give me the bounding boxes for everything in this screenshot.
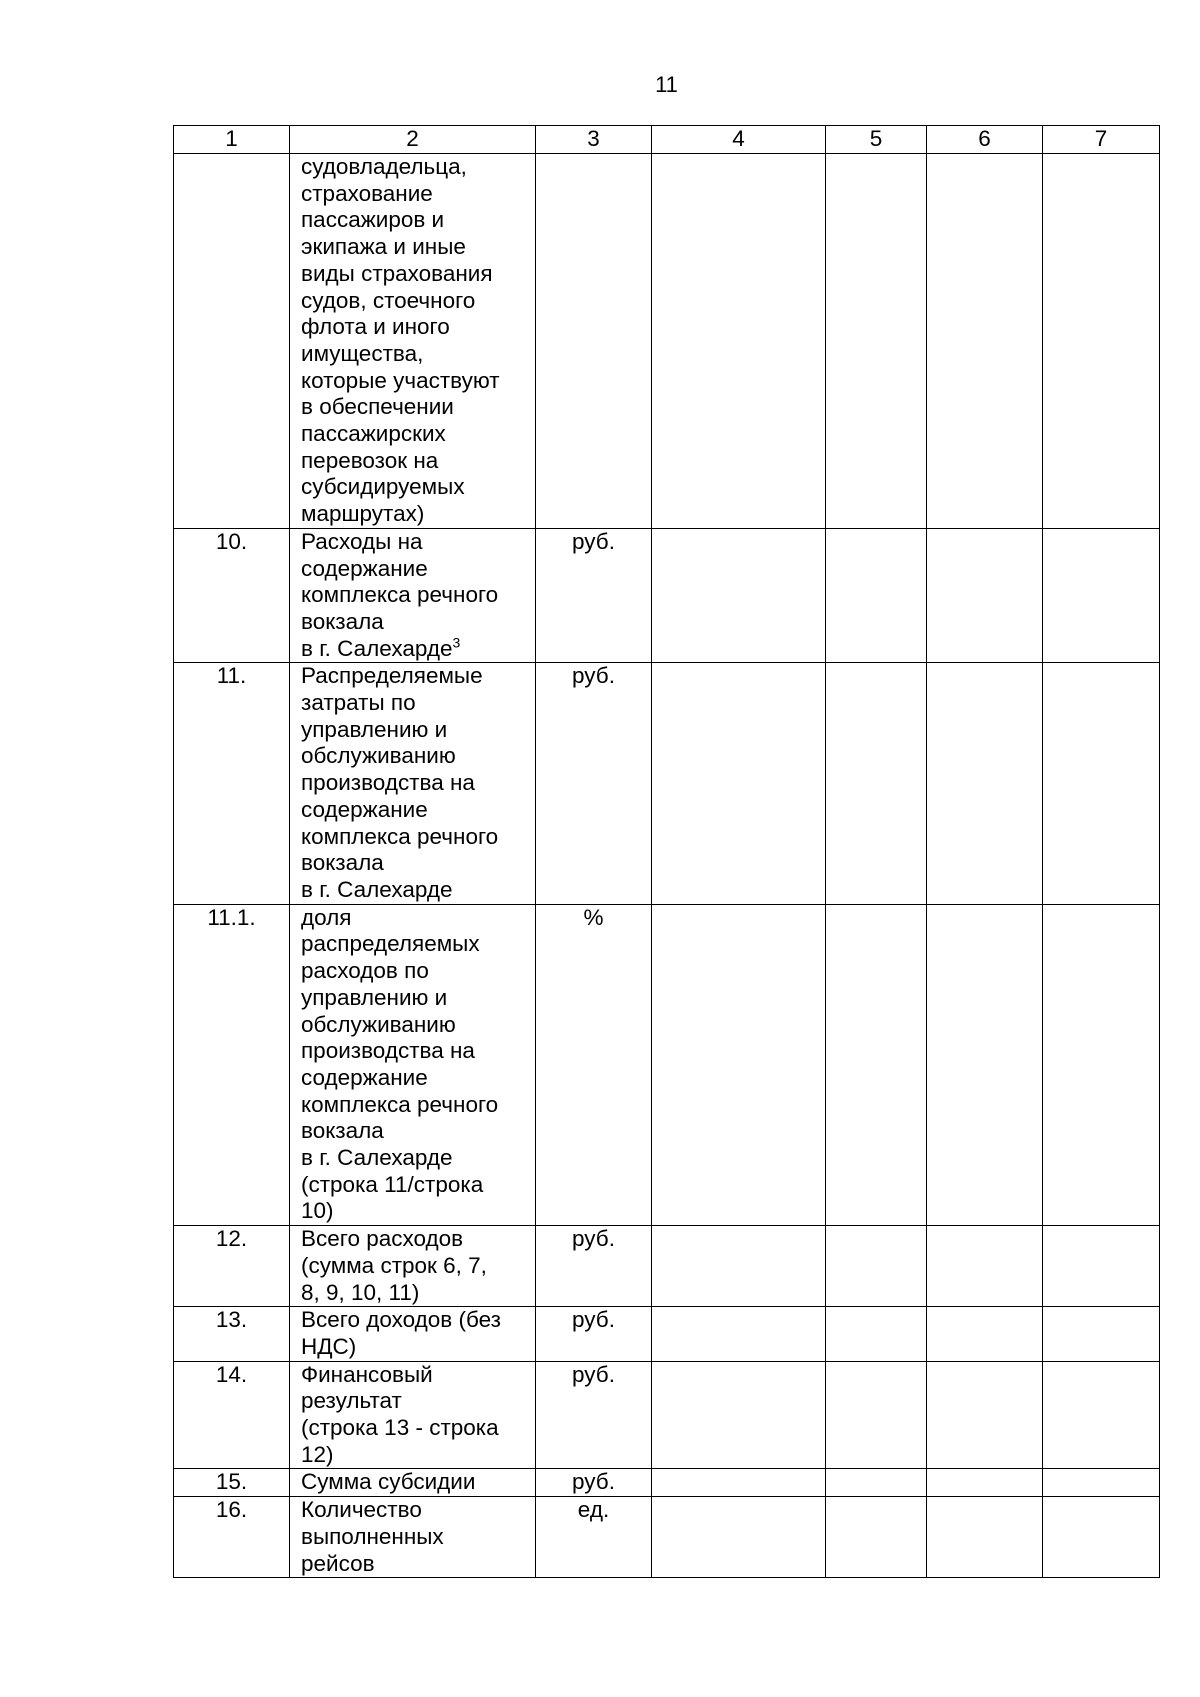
row-name-line <box>301 314 529 341</box>
row-name-text: страхование <box>301 180 433 206</box>
value-cell-col-6 <box>927 528 1043 663</box>
row-name-line <box>301 824 529 851</box>
row-unit-cell: руб. <box>536 1226 652 1307</box>
row-number-cell: 10. <box>174 528 290 663</box>
value-cell-col-5 <box>826 1226 927 1307</box>
row-name-line <box>301 234 529 261</box>
row-name-cell <box>290 1307 536 1361</box>
value-cell-col-7 <box>1043 1226 1160 1307</box>
value-cell-col-7 <box>1043 1361 1160 1469</box>
row-unit-cell: руб. <box>536 1469 652 1497</box>
row-name-line <box>301 1388 529 1415</box>
row-number-cell <box>174 154 290 529</box>
row-name-line <box>301 341 529 368</box>
row-number-cell: 11.1. <box>174 904 290 1225</box>
row-name-line <box>301 582 529 609</box>
value-cell-col-5 <box>826 663 927 904</box>
row-name-text: расходов по <box>301 958 429 984</box>
row-name-text: которые участвуют <box>301 367 500 393</box>
row-name-cell <box>290 1226 536 1307</box>
row-name-text: Всего расходов <box>301 1226 464 1252</box>
table-row <box>174 1307 1160 1361</box>
row-name-line <box>301 448 529 475</box>
row-unit-cell: ед. <box>536 1497 652 1578</box>
row-name-line <box>301 1172 529 1199</box>
value-cell-col-7 <box>1043 904 1160 1225</box>
row-name-line <box>301 1551 529 1578</box>
value-cell-col-4 <box>652 1469 826 1497</box>
row-name-line <box>301 877 529 904</box>
row-number-cell: 12. <box>174 1226 290 1307</box>
value-cell-col-7 <box>1043 528 1160 663</box>
row-name-line <box>301 958 529 985</box>
row-name-cell <box>290 1497 536 1578</box>
row-name-line <box>301 556 529 583</box>
row-number-cell: 16. <box>174 1497 290 1578</box>
table-row <box>174 528 1160 663</box>
value-cell-col-4 <box>652 663 826 904</box>
row-name-line <box>301 1038 529 1065</box>
row-name-line <box>301 636 529 663</box>
row-name-line <box>301 1469 529 1496</box>
row-name-text: выполненных <box>301 1523 444 1549</box>
row-name-line <box>301 1065 529 1092</box>
table-row <box>174 663 1160 904</box>
row-name-text: пассажиров и <box>301 207 445 233</box>
value-cell-col-5 <box>826 1469 927 1497</box>
row-name-text: вокзала <box>301 608 384 634</box>
row-name-text: результат <box>301 1388 402 1414</box>
value-cell-col-6 <box>927 1497 1043 1578</box>
row-name-line <box>301 690 529 717</box>
row-name-text: комплекса речного <box>301 823 499 849</box>
table-row <box>174 154 1160 529</box>
value-cell-col-7 <box>1043 663 1160 904</box>
table-row <box>174 1497 1160 1578</box>
row-name-text: Распределяемые <box>301 663 483 689</box>
row-name-line <box>301 474 529 501</box>
value-cell-col-7 <box>1043 1469 1160 1497</box>
row-name-line <box>301 850 529 877</box>
value-cell-col-6 <box>927 1361 1043 1469</box>
row-name-text: в г. Салехарде <box>301 635 453 661</box>
row-name-line <box>301 1497 529 1524</box>
value-cell-col-6 <box>927 154 1043 529</box>
row-name-text: вокзала <box>301 850 384 876</box>
row-name-text: управлению и <box>301 984 448 1010</box>
row-number-cell: 14. <box>174 1361 290 1469</box>
row-name-line <box>301 797 529 824</box>
row-name-text: производства на <box>301 1038 475 1064</box>
row-unit-cell: руб. <box>536 1361 652 1469</box>
row-name-line <box>301 1442 529 1469</box>
row-name-text: рейсов <box>301 1550 375 1576</box>
header-cell-1: 1 <box>174 126 290 154</box>
row-name-line <box>301 985 529 1012</box>
row-name-line <box>301 1415 529 1442</box>
row-name-text: пассажирских <box>301 421 446 447</box>
header-cell-7: 7 <box>1043 126 1160 154</box>
value-cell-col-6 <box>927 663 1043 904</box>
value-cell-col-6 <box>927 1226 1043 1307</box>
header-cell-3: 3 <box>536 126 652 154</box>
row-name-line <box>301 1524 529 1551</box>
row-name-line <box>301 261 529 288</box>
row-name-text: перевозок на <box>301 447 439 473</box>
footnote-marker: 3 <box>452 634 461 651</box>
value-cell-col-4 <box>652 1497 826 1578</box>
row-name-text: 10) <box>301 1198 334 1224</box>
row-name-text: судов, стоечного <box>301 287 476 313</box>
row-name-line <box>301 421 529 448</box>
row-name-line <box>301 288 529 315</box>
row-name-text: экипажа и иные <box>301 234 466 260</box>
row-name-line <box>301 905 529 932</box>
header-cell-6: 6 <box>927 126 1043 154</box>
header-cell-2: 2 <box>290 126 536 154</box>
value-cell-col-4 <box>652 1361 826 1469</box>
row-name-line <box>301 1092 529 1119</box>
value-cell-col-5 <box>826 154 927 529</box>
row-name-line <box>301 1307 529 1334</box>
value-cell-col-5 <box>826 1497 927 1578</box>
row-name-text: (строка 11/строка <box>301 1171 484 1197</box>
row-name-text: производства на <box>301 770 475 796</box>
row-number-cell: 11. <box>174 663 290 904</box>
row-name-text: судовладельца, <box>301 154 467 179</box>
row-name-line <box>301 663 529 690</box>
row-unit-cell: руб. <box>536 528 652 663</box>
value-cell-col-7 <box>1043 1497 1160 1578</box>
row-name-line <box>301 1145 529 1172</box>
row-name-text: Всего доходов (без <box>301 1307 501 1333</box>
row-name-line <box>301 1280 529 1307</box>
value-cell-col-7 <box>1043 154 1160 529</box>
table-header-row <box>174 126 1160 154</box>
data-table <box>173 125 1160 1578</box>
row-name-text: комплекса речного <box>301 582 499 608</box>
row-name-text: управлению и <box>301 716 448 742</box>
row-name-cell <box>290 1361 536 1469</box>
row-number-cell: 15. <box>174 1469 290 1497</box>
value-cell-col-4 <box>652 154 826 529</box>
row-name-text: комплекса речного <box>301 1091 499 1117</box>
row-name-line <box>301 501 529 528</box>
row-name-text: имущества, <box>301 340 424 366</box>
row-name-text: флота и иного <box>301 314 450 340</box>
row-name-text: (сумма строк 6, 7, <box>301 1252 487 1278</box>
row-name-line <box>301 1226 529 1253</box>
value-cell-col-4 <box>652 1226 826 1307</box>
row-name-text: маршрутах) <box>301 501 425 527</box>
row-name-text: доля <box>301 904 352 930</box>
row-unit-cell: % <box>536 904 652 1225</box>
row-name-line <box>301 1334 529 1361</box>
row-name-line <box>301 368 529 395</box>
row-name-text: 12) <box>301 1441 334 1467</box>
row-name-line <box>301 609 529 636</box>
row-name-line <box>301 1118 529 1145</box>
value-cell-col-5 <box>826 1361 927 1469</box>
page-number: 11 <box>655 72 678 97</box>
row-name-text: затраты по <box>301 690 416 716</box>
row-name-cell <box>290 904 536 1225</box>
value-cell-col-6 <box>927 1469 1043 1497</box>
row-name-text: 8, 9, 10, 11) <box>301 1279 420 1305</box>
value-cell-col-4 <box>652 904 826 1225</box>
value-cell-col-4 <box>652 1307 826 1361</box>
row-name-line <box>301 717 529 744</box>
row-name-text: субсидируемых <box>301 474 465 500</box>
row-name-text: в г. Салехарде <box>301 876 453 902</box>
row-name-text: распределяемых <box>301 931 480 957</box>
row-name-text: (строка 13 - строка <box>301 1415 499 1441</box>
row-name-line <box>301 529 529 556</box>
row-name-text: НДС) <box>301 1333 357 1359</box>
row-name-text: Финансовый <box>301 1361 433 1387</box>
row-name-text: Расходы на <box>301 528 423 554</box>
row-name-line <box>301 207 529 234</box>
value-cell-col-5 <box>826 1307 927 1361</box>
row-name-text: содержание <box>301 1064 428 1090</box>
row-name-text: Сумма субсидии <box>301 1469 476 1495</box>
row-unit-cell: руб. <box>536 1307 652 1361</box>
table-row <box>174 1361 1160 1469</box>
row-name-line <box>301 770 529 797</box>
value-cell-col-7 <box>1043 1307 1160 1361</box>
row-name-text: виды страхования <box>301 260 493 286</box>
row-name-text: содержание <box>301 555 428 581</box>
row-name-text: Количество <box>301 1497 422 1523</box>
value-cell-col-4 <box>652 528 826 663</box>
value-cell-col-6 <box>927 1307 1043 1361</box>
row-name-text: в обеспечении <box>301 394 454 420</box>
row-name-line <box>301 394 529 421</box>
row-name-cell <box>290 663 536 904</box>
row-unit-cell: руб. <box>536 663 652 904</box>
value-cell-col-5 <box>826 528 927 663</box>
row-name-line <box>301 743 529 770</box>
row-name-text: в г. Салехарде <box>301 1145 453 1171</box>
row-number-cell: 13. <box>174 1307 290 1361</box>
table-row <box>174 1469 1160 1497</box>
row-name-cell <box>290 154 536 529</box>
row-name-line <box>301 181 529 208</box>
table-row <box>174 1226 1160 1307</box>
row-name-line <box>301 154 529 181</box>
row-name-text: вокзала <box>301 1118 384 1144</box>
row-name-text: обслуживанию <box>301 1011 456 1037</box>
row-name-text: содержание <box>301 796 428 822</box>
row-name-line <box>301 931 529 958</box>
row-name-line <box>301 1362 529 1389</box>
row-name-line <box>301 1253 529 1280</box>
row-name-line <box>301 1198 529 1225</box>
row-name-text: обслуживанию <box>301 743 456 769</box>
table-row <box>174 904 1160 1225</box>
row-unit-cell <box>536 154 652 529</box>
row-name-cell <box>290 528 536 663</box>
row-name-cell <box>290 1469 536 1497</box>
header-cell-4: 4 <box>652 126 826 154</box>
value-cell-col-6 <box>927 904 1043 1225</box>
value-cell-col-5 <box>826 904 927 1225</box>
row-name-line <box>301 1012 529 1039</box>
header-cell-5: 5 <box>826 126 927 154</box>
